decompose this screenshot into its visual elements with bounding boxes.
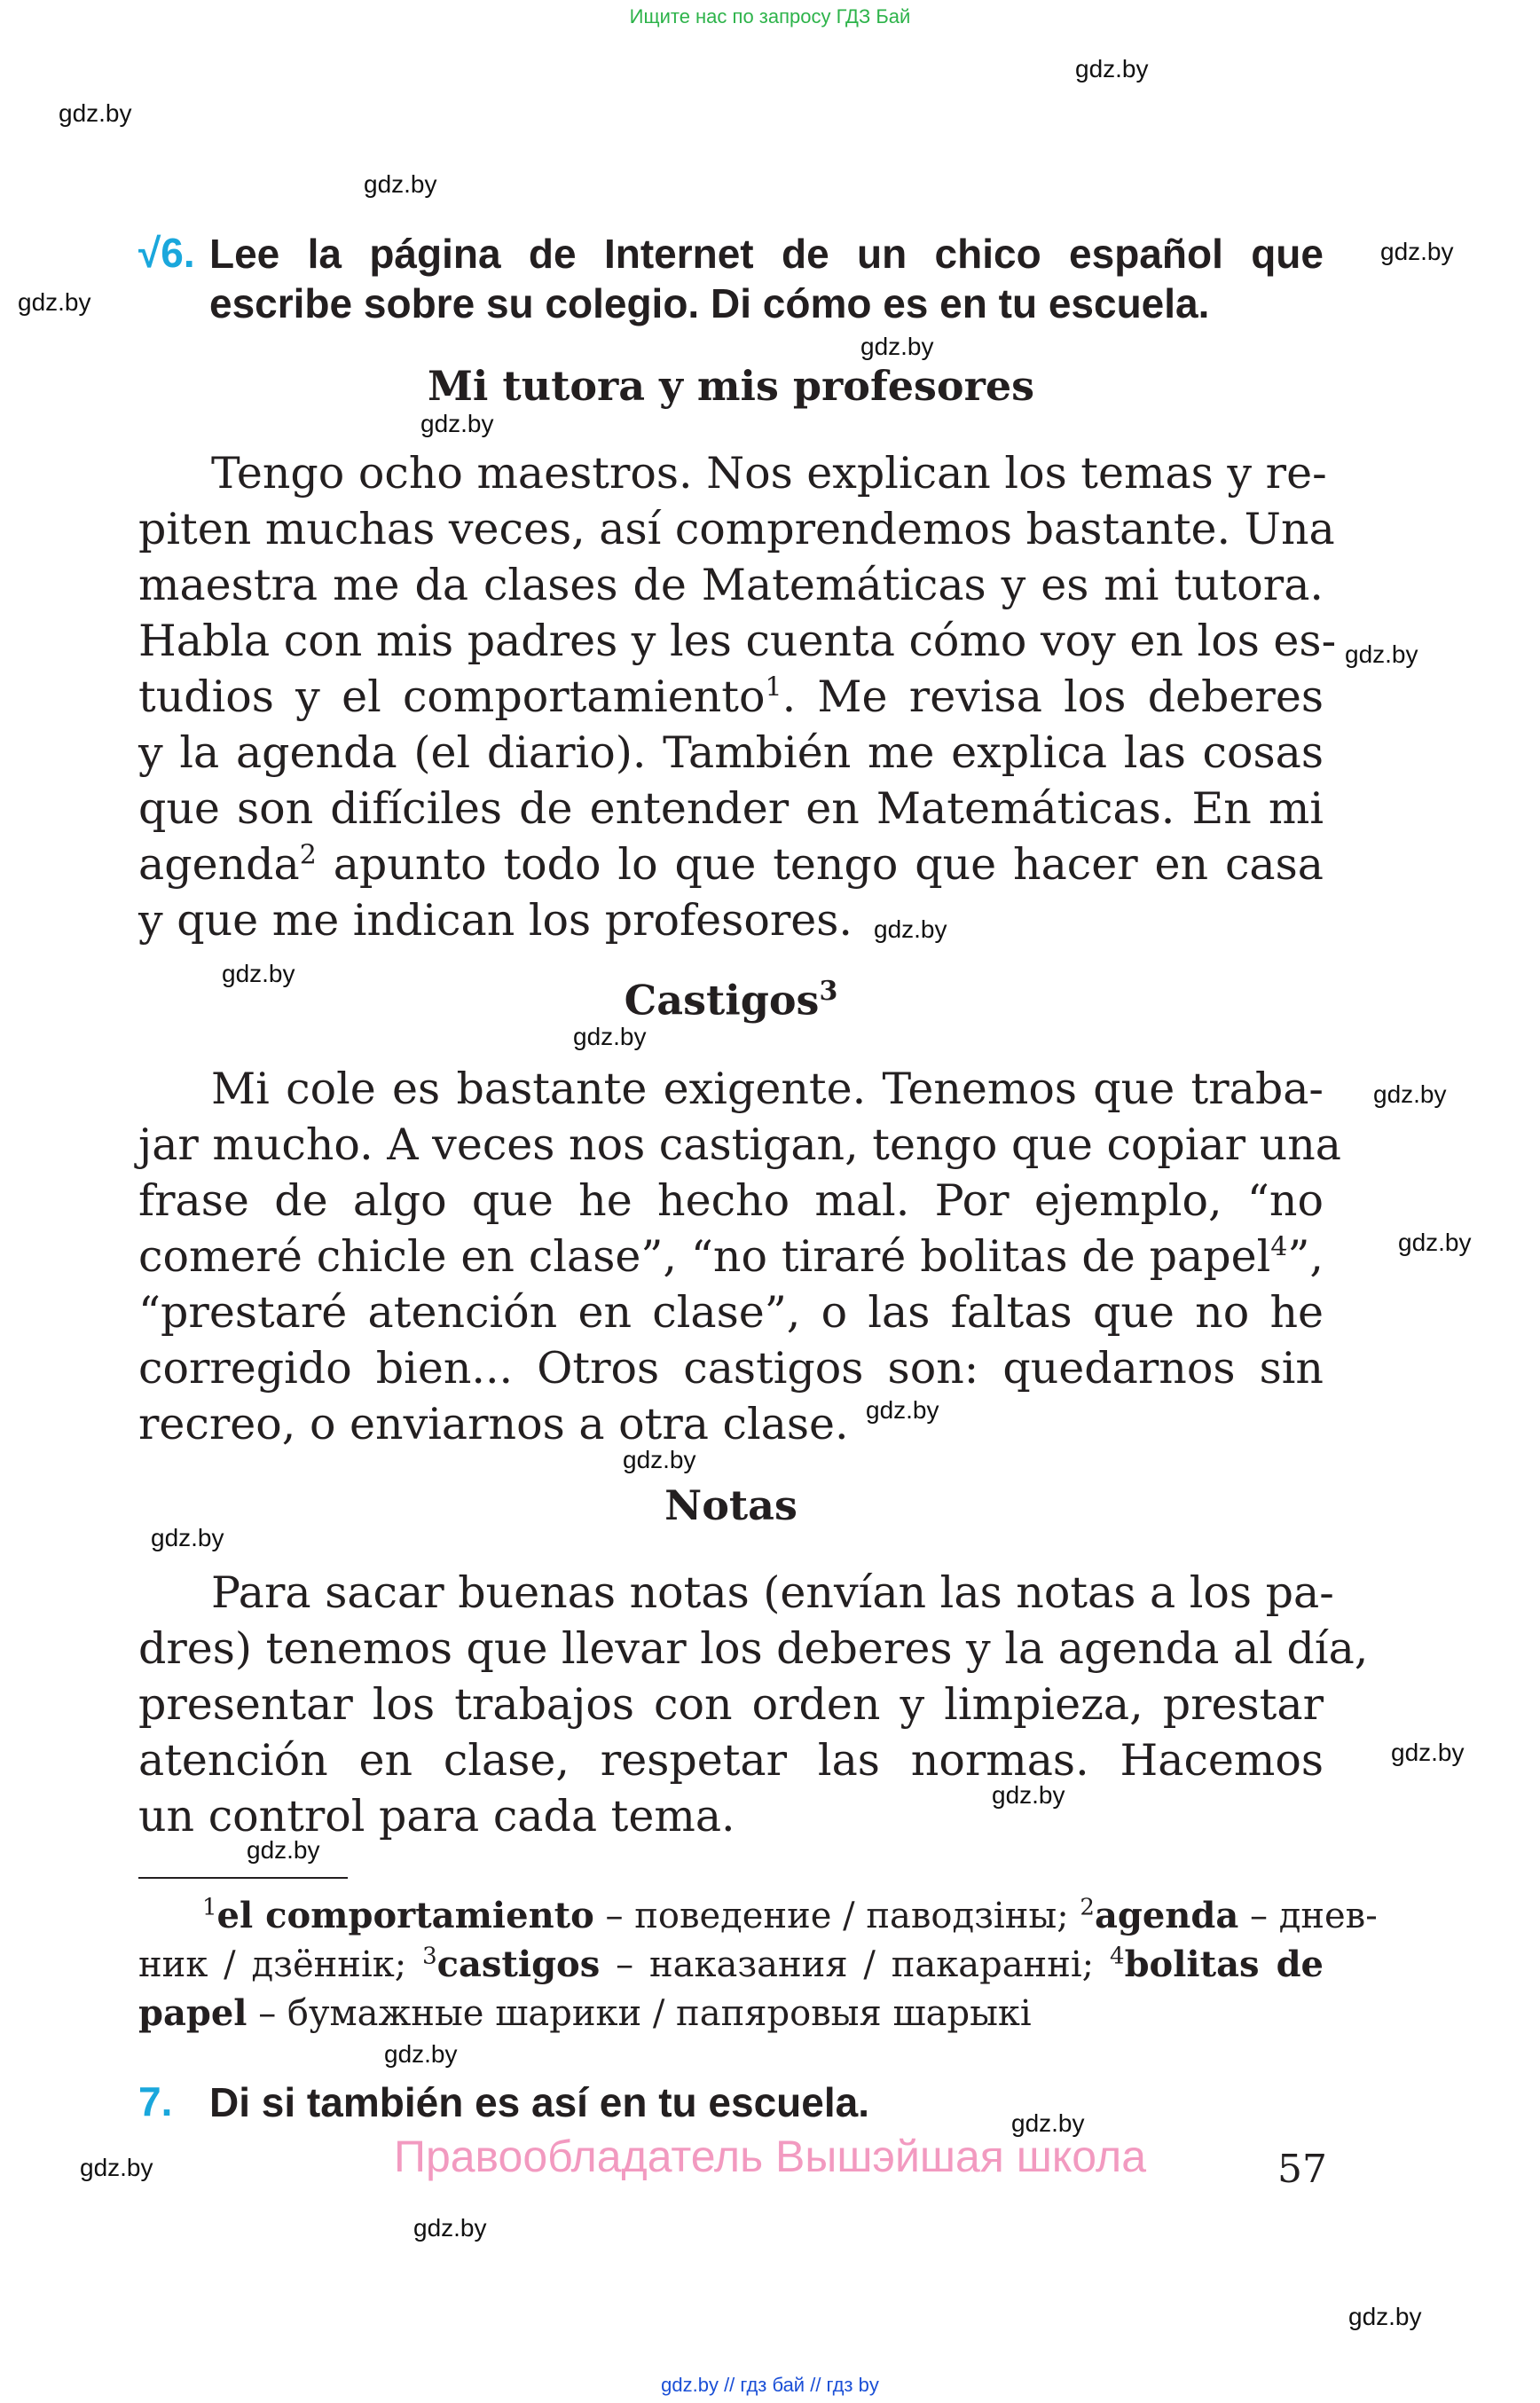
watermark: gdz.by: [1373, 1080, 1447, 1108]
watermark: gdz.by: [151, 1524, 224, 1551]
footnote-number: 3: [422, 1943, 437, 1970]
footnote-number: 4: [1110, 1943, 1125, 1970]
text-line: maestra me da clases de Matemáticas y es mi tutora.: [138, 560, 1324, 610]
footer-links[interactable]: gdz.by // гдз бай // гдз by: [661, 2374, 879, 2396]
text-line: piten muchas veces, así comprendemos bastante. Una: [138, 504, 1335, 554]
text-line: atención en clase, respetar las normas. Hacemos: [138, 1735, 1324, 1786]
text-fragment: apunto todo lo que tengo que hacer en casa: [316, 839, 1324, 890]
footnote-line: [138, 1891, 1378, 1940]
rights-holder: Правообладатель Вышэйшая школа: [394, 2132, 1146, 2181]
footnote-definition: – поведение / паводзіны;: [593, 1896, 1080, 1936]
watermark: gdz.by: [420, 410, 494, 437]
footnote-definition: – наказания / пакаранні;: [600, 1944, 1111, 1985]
text-line: [138, 669, 1324, 725]
watermark: gdz.by: [384, 2040, 458, 2068]
text-fragment: agenda: [138, 839, 300, 890]
text-line: dres) tenemos que llevar los deberes y la agenda al día,: [138, 1623, 1369, 1674]
footnote-line: [138, 1989, 1324, 2038]
exercise-7-text: Di si también es así en tu escuela.: [209, 2079, 869, 2125]
footnote-divider: [138, 1877, 348, 1879]
text-line: corregido bien... Otros castigos son: quedarnos sin: [138, 1343, 1324, 1394]
watermark: gdz.by: [623, 1446, 696, 1473]
text-line: [138, 1229, 1324, 1284]
footnote-definition: – днев-: [1238, 1896, 1378, 1936]
footnote-term: el comportamiento: [216, 1895, 594, 1936]
watermark: gdz.by: [992, 1781, 1065, 1809]
footnote-term: agenda: [1094, 1895, 1239, 1936]
text-fragment: tudios y el comportamiento: [138, 671, 766, 722]
footnote-number: 1: [202, 1894, 217, 1921]
footnote-line: [138, 1940, 1324, 1989]
footnote-ref: 1: [765, 671, 782, 703]
text-line: un control para cada tema.: [138, 1791, 735, 1842]
watermark: gdz.by: [1075, 55, 1149, 82]
exercise-6-line-1: Lee la página de Internet de un chico español que: [209, 231, 1324, 277]
text-line: y la agenda (el diario). También me explica las cosas: [138, 727, 1324, 778]
footnote-term: castigos: [436, 1944, 601, 1985]
text-line: Para sacar buenas notas (envían las notas a los pa-: [211, 1567, 1334, 1618]
exercise-6-line-2: escribe sobre su colegio. Di cómo es en tu escuela.: [209, 280, 1210, 326]
footnote-ref: 2: [299, 839, 317, 871]
watermark: gdz.by: [413, 2214, 487, 2242]
exercise-6-instructions: [209, 229, 1324, 328]
watermark: gdz.by: [1345, 640, 1418, 668]
page-number: 57: [1277, 2147, 1327, 2192]
watermark: gdz.by: [874, 915, 947, 943]
watermark: gdz.by: [364, 170, 437, 198]
footnote-definition: – бумажные шарики / папяровыя шарыкі: [247, 1993, 1032, 2034]
text-fragment: ”,: [1287, 1231, 1324, 1282]
text-line: jar mucho. A veces nos castigan, tengo que copiar una: [138, 1119, 1341, 1170]
section-title-tutora: Mi tutora y mis profesores: [427, 362, 1034, 410]
watermark: gdz.by: [1380, 238, 1454, 265]
text-line: Habla con mis padres y les cuenta cómo voy en los es-: [138, 616, 1337, 666]
section-body-tutora: [138, 445, 1337, 948]
text-line: Tengo ocho maestros. Nos explican los temas y re-: [211, 448, 1327, 499]
exercise-6-number: √6.: [138, 230, 195, 276]
watermark: gdz.by: [1398, 1229, 1472, 1256]
section-title-notas: Notas: [664, 1481, 798, 1529]
section-body-notas: [138, 1565, 1369, 1844]
watermark: gdz.by: [1348, 2303, 1422, 2330]
text-fragment: . Me revisa los deberes: [782, 671, 1324, 722]
text-line: que son difíciles de entender en Matemáticas. En mi: [138, 783, 1324, 834]
text-line: y que me indican los profesores.: [138, 895, 852, 946]
exercise-7-number: 7.: [138, 2078, 173, 2124]
search-hint: Ищите нас по запросу ГДЗ Бай: [629, 5, 911, 27]
watermark: gdz.by: [222, 960, 295, 987]
section-title-text: Castigos: [624, 976, 820, 1025]
watermark: gdz.by: [59, 99, 132, 127]
watermark: gdz.by: [1391, 1739, 1465, 1766]
text-line: “prestaré atención en clase”, o las faltas que no he: [138, 1287, 1324, 1338]
footnotes: [138, 1891, 1378, 2038]
watermark: gdz.by: [866, 1396, 939, 1424]
text-fragment: comeré chicle en clase”, “no tiraré bolitas de papel: [138, 1231, 1271, 1282]
watermark: gdz.by: [247, 1836, 320, 1864]
text-line: Mi cole es bastante exigente. Tenemos que traba-: [211, 1064, 1324, 1114]
text-line: frase de algo que he hecho mal. Por ejemplo, “no: [138, 1175, 1324, 1226]
section-body-castigos: [138, 1061, 1341, 1452]
text-line: [138, 836, 1324, 892]
text-line: recreo, o enviarnos a otra clase.: [138, 1399, 849, 1449]
footnote-definition: ник / дзённік;: [138, 1944, 423, 1985]
watermark: gdz.by: [18, 288, 91, 316]
section-title-castigos: [138, 976, 1324, 1024]
watermark: gdz.by: [860, 333, 934, 360]
footnote-term: papel: [138, 1992, 248, 2034]
watermark: gdz.by: [1011, 2109, 1085, 2137]
footnote-term: bolitas de: [1124, 1944, 1324, 1985]
footnote-number: 2: [1080, 1894, 1095, 1921]
text-line: presentar los trabajos con orden y limpieza, prestar: [138, 1679, 1324, 1730]
footnote-ref: 3: [819, 976, 838, 1007]
watermark: gdz.by: [80, 2154, 153, 2181]
footnote-ref: 4: [1270, 1231, 1288, 1263]
watermark: gdz.by: [573, 1023, 647, 1050]
